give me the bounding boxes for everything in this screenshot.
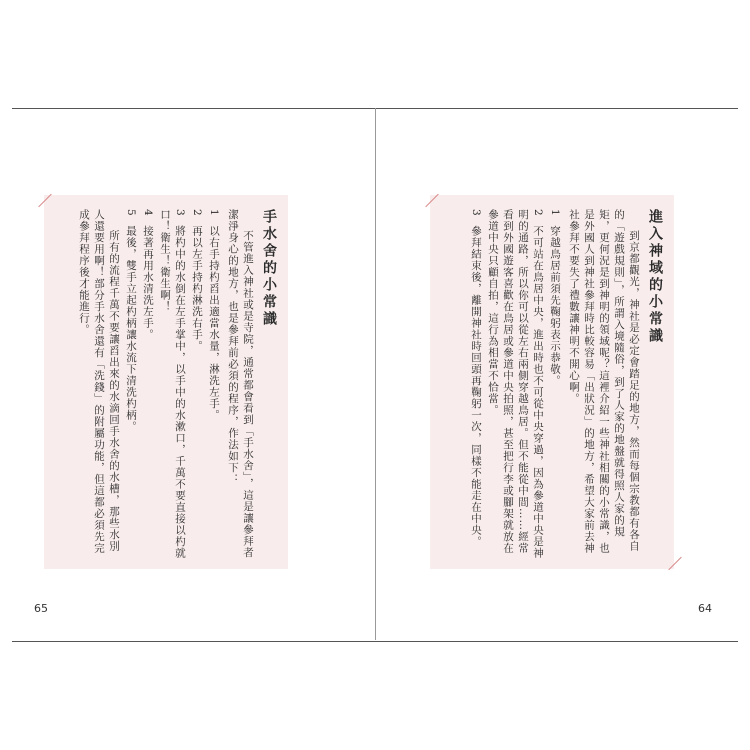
left-page-intro: 不管進入神社或是寺院，通常都會看到「手水舍」，這是讓參拜者潔淨身心的地方，也是參拜前必須的程序，作法如下： — [227, 209, 254, 559]
left-step-4 — [140, 209, 155, 559]
right-step-2-number: 2 — [532, 209, 544, 217]
right-step-3-number: 3 — [470, 209, 482, 217]
left-page-number: 65 — [34, 602, 48, 615]
right-step-3-text: 參拜結束後，離開神社時回頭再鞠躬一次，同樣不能走在中央。 — [470, 225, 482, 548]
right-page-number: 64 — [698, 602, 712, 615]
left-step-3 — [157, 209, 187, 559]
book-gutter — [375, 108, 376, 640]
left-step-1-text: 以右手持杓舀出適當水量，淋洗左手。 — [208, 225, 220, 421]
left-step-5 — [123, 209, 138, 559]
left-step-4-text: 接著再用水清洗左手。 — [142, 225, 154, 341]
right-page-box — [430, 195, 674, 569]
left-step-2-text: 再以左手持杓淋洗右手。 — [191, 225, 203, 352]
right-page-title: 進入神域的小常識 — [647, 209, 663, 345]
right-page-intro: 到京都觀光，神社是必定會踏足的地方，然而每個宗教都有各自的「遊戲規則」，所謂入境隨俗，到了人家的地盤就得照人家的規矩，更何況是到神明的領域呢？這裡介紹一些神社相關的小常識，也是外國人到神社參拜時比較容易「出狀況」的地方，希望大家前去神社參拜不要失了禮數讓神明不開心啊。 — [568, 209, 640, 554]
left-step-3-text: 將杓中的水倒在左手掌中，以手中的水漱口，千萬不要直接以杓就口！衛生！衛生啊！ — [159, 209, 186, 559]
left-step-5-number: 5 — [125, 209, 137, 217]
right-step-2 — [485, 209, 545, 559]
left-page-closing: 所有的流程千萬不要讓舀出來的水滴回手水舍的水槽，那些水別人還要用啊！部分手水舍還有「洗錢」的附屬功能，但這都必須先完成參拜程序後才能進行。 — [78, 209, 120, 554]
right-step-2-text: 不可站在鳥居中央，進出時也不可從中央穿過，因為參道中央是神明的通路，所以你可以從左右兩側穿越鳥居。但不能從中間……經常看到外國遊客喜歡在鳥居或參道中央拍照，甚至把行李或腳架就放在參道中央只顧自拍，這行為相當不恰當。 — [487, 209, 544, 559]
right-step-1 — [547, 209, 562, 559]
right-step-1-number: 1 — [549, 209, 561, 217]
right-step-1-text: 穿越鳥居前須先鞠躬表示恭敬。 — [549, 225, 561, 387]
left-step-1-number: 1 — [208, 209, 220, 217]
left-page-title: 手水舍的小常識 — [261, 209, 277, 328]
right-step-3 — [468, 209, 483, 559]
left-step-5-text: 最後，雙手立起杓柄讓水流下清洗杓柄。 — [125, 225, 137, 433]
left-step-2 — [189, 209, 204, 559]
left-step-4-number: 4 — [142, 209, 154, 217]
left-step-2-number: 2 — [191, 209, 203, 217]
left-page-box — [44, 195, 288, 569]
left-step-3-number: 3 — [174, 209, 186, 217]
left-step-1 — [206, 209, 221, 559]
